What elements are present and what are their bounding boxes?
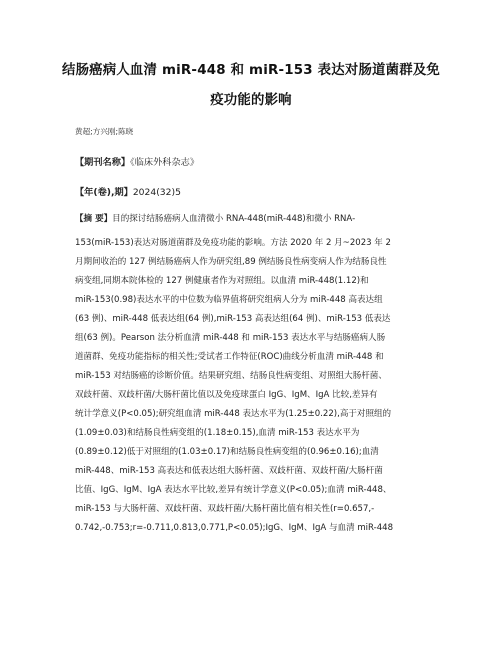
abstract-label: 【摘 要】: [75, 214, 113, 224]
abstract-line: (1.09±0.03)和结肠良性病变组的(1.18±0.15),血清 miR-153 表达水平为: [75, 428, 360, 438]
journal-value: 《临床外科杂志》: [130, 157, 200, 168]
abstract-text: 目的探讨结肠癌病人血清微小 RNA-448(miR-448)和微小 RNA-: [112, 214, 356, 224]
abstract-line: miR-153 对结肠癌的诊断价值。结果研究组、结肠良性病变组、对照组大肠杆菌、: [75, 371, 387, 381]
article-title-line-1: 结肠癌病人血清 miR-448 和 miR-153 表达对肠道菌群及免: [61, 63, 440, 78]
abstract-line: 比值、IgG、IgM、IgA 表达水平比较,差异有统计学意义(P<0.05);血清 miR-448、: [75, 485, 392, 495]
abstract-line: miR-153(0.98)表达水平的中位数为临界值将研究组病人分为 miR-448 高表达组: [75, 295, 383, 305]
abstract-line: [75, 213, 355, 225]
abstract-line: 0.742,-0.753;r=-0.711,0.813,0.771,P<0.05);IgG、IgM、IgA 与血清 miR-448: [75, 523, 394, 533]
year-label: 【年(卷),期】: [75, 187, 133, 198]
abstract-line: 病变组,同期本院体检的 127 例健康者作为对照组。以血清 miR-448(1.12)和: [75, 276, 369, 286]
abstract-line: (63 例)、miR-448 低表达组(64 例),miR-153 高表达组(64 例)、miR-153 低表达: [75, 314, 391, 324]
authors: 黄超;方兴刚;陈晓: [75, 127, 134, 136]
abstract-line: 道菌群、免疫功能指标的相关性;受试者工作特征(ROC)曲线分析血清 miR-448 和: [75, 352, 384, 362]
article-title-line-2: 疫功能的影响: [210, 93, 292, 108]
abstract-line: 组(63 例)。Pearson 法分析血清 miR-448 和 miR-153 表达水平与结肠癌病人肠: [75, 333, 386, 343]
abstract-line: 153(miR-153)表达对肠道菌群及免疫功能的影响。方法 2020 年 2 月~2023 年 2: [75, 238, 391, 248]
abstract-line: 统计学意义(P<0.05);研究组血清 miR-448 表达水平为(1.25±0.22),高于对照组的: [75, 409, 392, 419]
abstract-line: (0.89±0.12)低于对照组的(1.03±0.17)和结肠良性病变组的(0.96±0.16);血清: [75, 447, 379, 457]
year-row: [75, 184, 181, 198]
abstract-line: miR-153 与大肠杆菌、双歧杆菌、双歧杆菌/大肠杆菌比值有相关性(r=0.657,-: [75, 504, 375, 514]
abstract-line: 月期间收治的 127 例结肠癌病人作为研究组,89 例结肠良性病变病人作为结肠良性: [75, 257, 387, 267]
year-value: 2024(32)5: [132, 187, 181, 198]
abstract-line: miR-448、miR-153 高表达和低表达组大肠杆菌、双歧杆菌、双歧杆菌/大肠杆菌: [75, 466, 383, 476]
journal-row: [75, 154, 199, 168]
abstract-line: 双歧杆菌、双歧杆菌/大肠杆菌比值以及免疫球蛋白 IgG、IgM、IgA 比较,差异有: [75, 390, 378, 400]
journal-label: 【期刊名称】: [75, 157, 131, 168]
